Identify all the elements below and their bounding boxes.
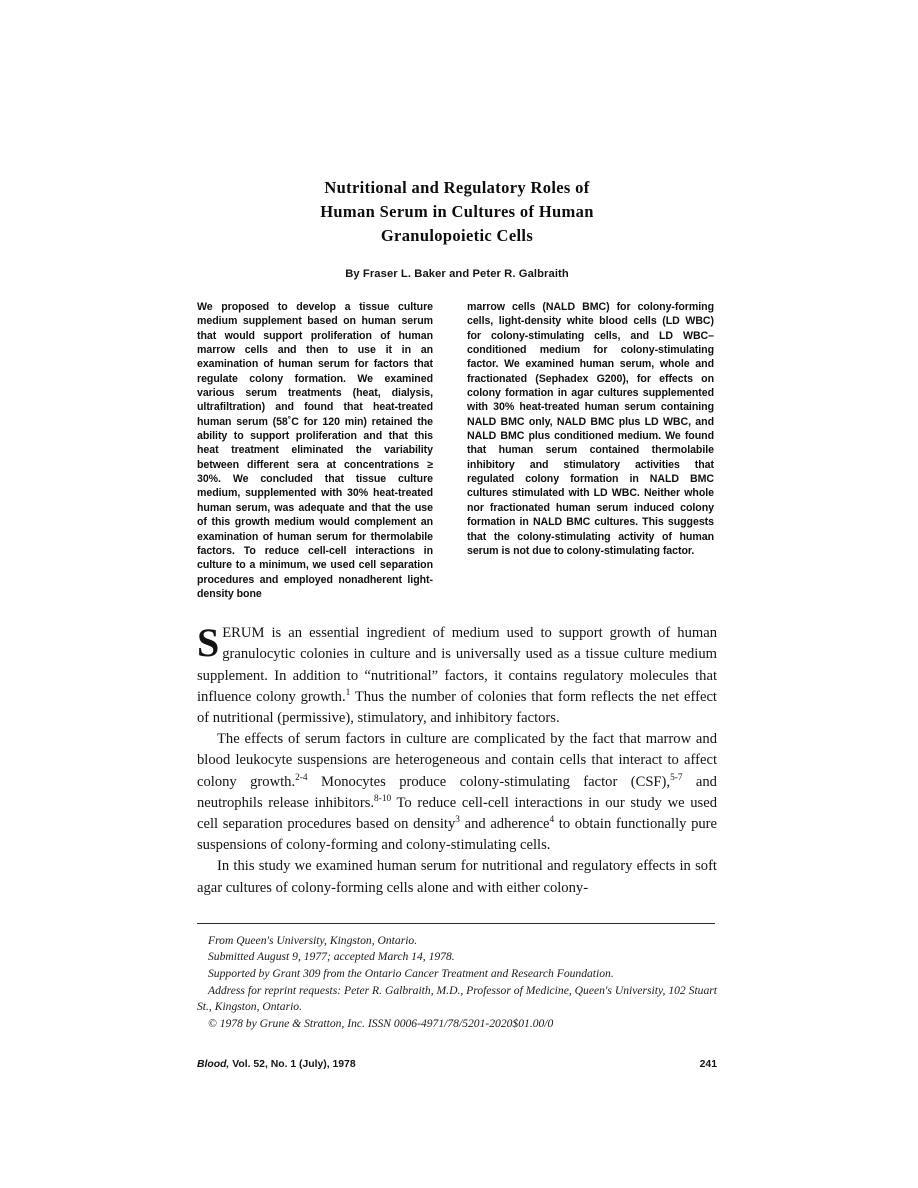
footnote-divider bbox=[197, 923, 715, 924]
body-p1-segment-2: Thus the number of colonies that form reflects the net effect of nutritional (permissive), stimulatory, and inhibitory factors. bbox=[197, 688, 717, 727]
title-block bbox=[197, 0, 717, 248]
journal-citation bbox=[197, 1059, 356, 1070]
abstract-text-right: marrow cells (NALD BMC) for colony-forming cells, light-density white blood cells (LD WBC) for colony-stimulating cells, and LD WBC–conditioned medium for colony-stimulating factor. We examined human serum, whole and fractionated (Sephadex G200), for effects on colony formation in agar cultures supplemented with 30% heat-treated human serum containing NALD BMC only, NALD BMC plus LD WBC, and NALD BMC plus conditioned medium. We found that human serum contained thermolabile inhibitory and stimulatory activities that regulated colony formation in NALD BMC cultures stimulated with LD WBC. Neither whole nor fractionated human serum induced colony formation in NALD BMC cultures. This suggests that the colony-stimulating activity of human serum is not due to colony-stimulating factor. bbox=[467, 301, 714, 557]
body-p1-segment-1: ERUM is an essential ingredient of medium used to support growth of human granulocytic colonies in culture and is universally used as a tissue culture medium supplement. In addition to “nutritional” factors, it contains regulatory molecules that influence colony growth. bbox=[197, 625, 717, 705]
body-p2-segment-4: To reduce cell-cell interactions in our study we used cell separation procedures based on density bbox=[197, 794, 717, 833]
reference-marker-8-10: 8-10 bbox=[374, 793, 392, 804]
body-paragraph-2 bbox=[197, 729, 717, 856]
body-p2-segment-3: and neutrophils release inhibitors. bbox=[197, 773, 717, 811]
reference-marker-1: 1 bbox=[345, 687, 351, 698]
body-paragraph-1 bbox=[197, 620, 717, 729]
footnote-block bbox=[197, 933, 717, 1033]
reference-marker-3: 3 bbox=[455, 815, 460, 826]
reference-marker-2-4: 2-4 bbox=[295, 772, 308, 783]
reference-marker-5-7: 5-7 bbox=[670, 772, 683, 783]
page-number: 241 bbox=[699, 1059, 717, 1070]
abstract-column-left bbox=[197, 300, 433, 601]
drop-cap-letter: S bbox=[197, 620, 220, 666]
abstract-column-right bbox=[467, 300, 714, 558]
page-title-line-3: Granulopoietic Cells bbox=[380, 226, 534, 245]
page-content bbox=[197, 0, 717, 1032]
page-title-line-2: Human Serum in Cultures of Human bbox=[320, 202, 594, 221]
page-footer bbox=[197, 1059, 717, 1070]
abstract-section bbox=[197, 300, 717, 601]
body-text bbox=[197, 620, 718, 899]
body-paragraph-3: In this study we examined human serum for nutritional and regulatory effects in soft agar cultures of colony-forming cells alone and with either colony- bbox=[197, 858, 717, 896]
body-p2-segment-5: and adherence bbox=[459, 816, 550, 833]
page-title-line-1: Nutritional and Regulatory Roles of bbox=[324, 178, 590, 197]
abstract-text-left: We proposed to develop a tissue culture medium supplement based on human serum that would support proliferation of human marrow cells and then to use it in an examination of human serum for factors that regulate colony formation. We examined various serum treatments (heat, dialysis, ultrafiltration) and found that heat-treated human serum (58˚C for 120 min) retained the ability to support proliferation and that this heat treatment eliminated the variability between different sera at concentrations ≥ 30%. We concluded that tissue culture medium, supplemented with 30% heat-treated human serum, was adequate and that the use of this growth medium would complement an examination of human serum for thermolabile factors. To reduce cell-cell interactions in culture to a minimum, we used cell separation procedures and employed nonadherent light-density bone bbox=[197, 301, 433, 600]
footnote-copyright: © 1978 by Grune & Stratton, Inc. ISSN 0006-4971/78/5201-2020$01.00/0 bbox=[208, 1016, 554, 1030]
body-p2-segment-2: Monocytes produce colony-stimulating factor (CSF), bbox=[307, 773, 671, 790]
body-p2-segment-1: The effects of serum factors in culture are complicated by the fact that marrow and blood leukocyte suspensions are heterogeneous and contain cells that interact to affect colony growth. bbox=[197, 731, 717, 790]
footnote-submitted-date: Submitted August 9, 1977; accepted March 14, 1978. bbox=[208, 950, 455, 964]
journal-volume-issue: Vol. 52, No. 1 (July), 1978 bbox=[229, 1059, 356, 1070]
footnote-reprint-address: Address for reprint requests: Peter R. Galbraith, M.D., Professor of Medicine, Queen's University, 102 Stuart St., Kingston, Ontario. bbox=[197, 983, 717, 1014]
footnote-grant-support: Supported by Grant 309 from the Ontario Cancer Treatment and Research Foundation. bbox=[208, 967, 614, 981]
author-byline: By Fraser L. Baker and Peter R. Galbraith bbox=[345, 268, 569, 280]
reference-marker-4: 4 bbox=[549, 815, 555, 826]
footnote-affiliation: From Queen's University, Kingston, Ontario. bbox=[208, 933, 418, 947]
body-p2-segment-6: to obtain functionally pure suspensions of colony-forming and colony-stimulating cells. bbox=[197, 816, 718, 854]
journal-name: Blood, bbox=[197, 1059, 230, 1070]
